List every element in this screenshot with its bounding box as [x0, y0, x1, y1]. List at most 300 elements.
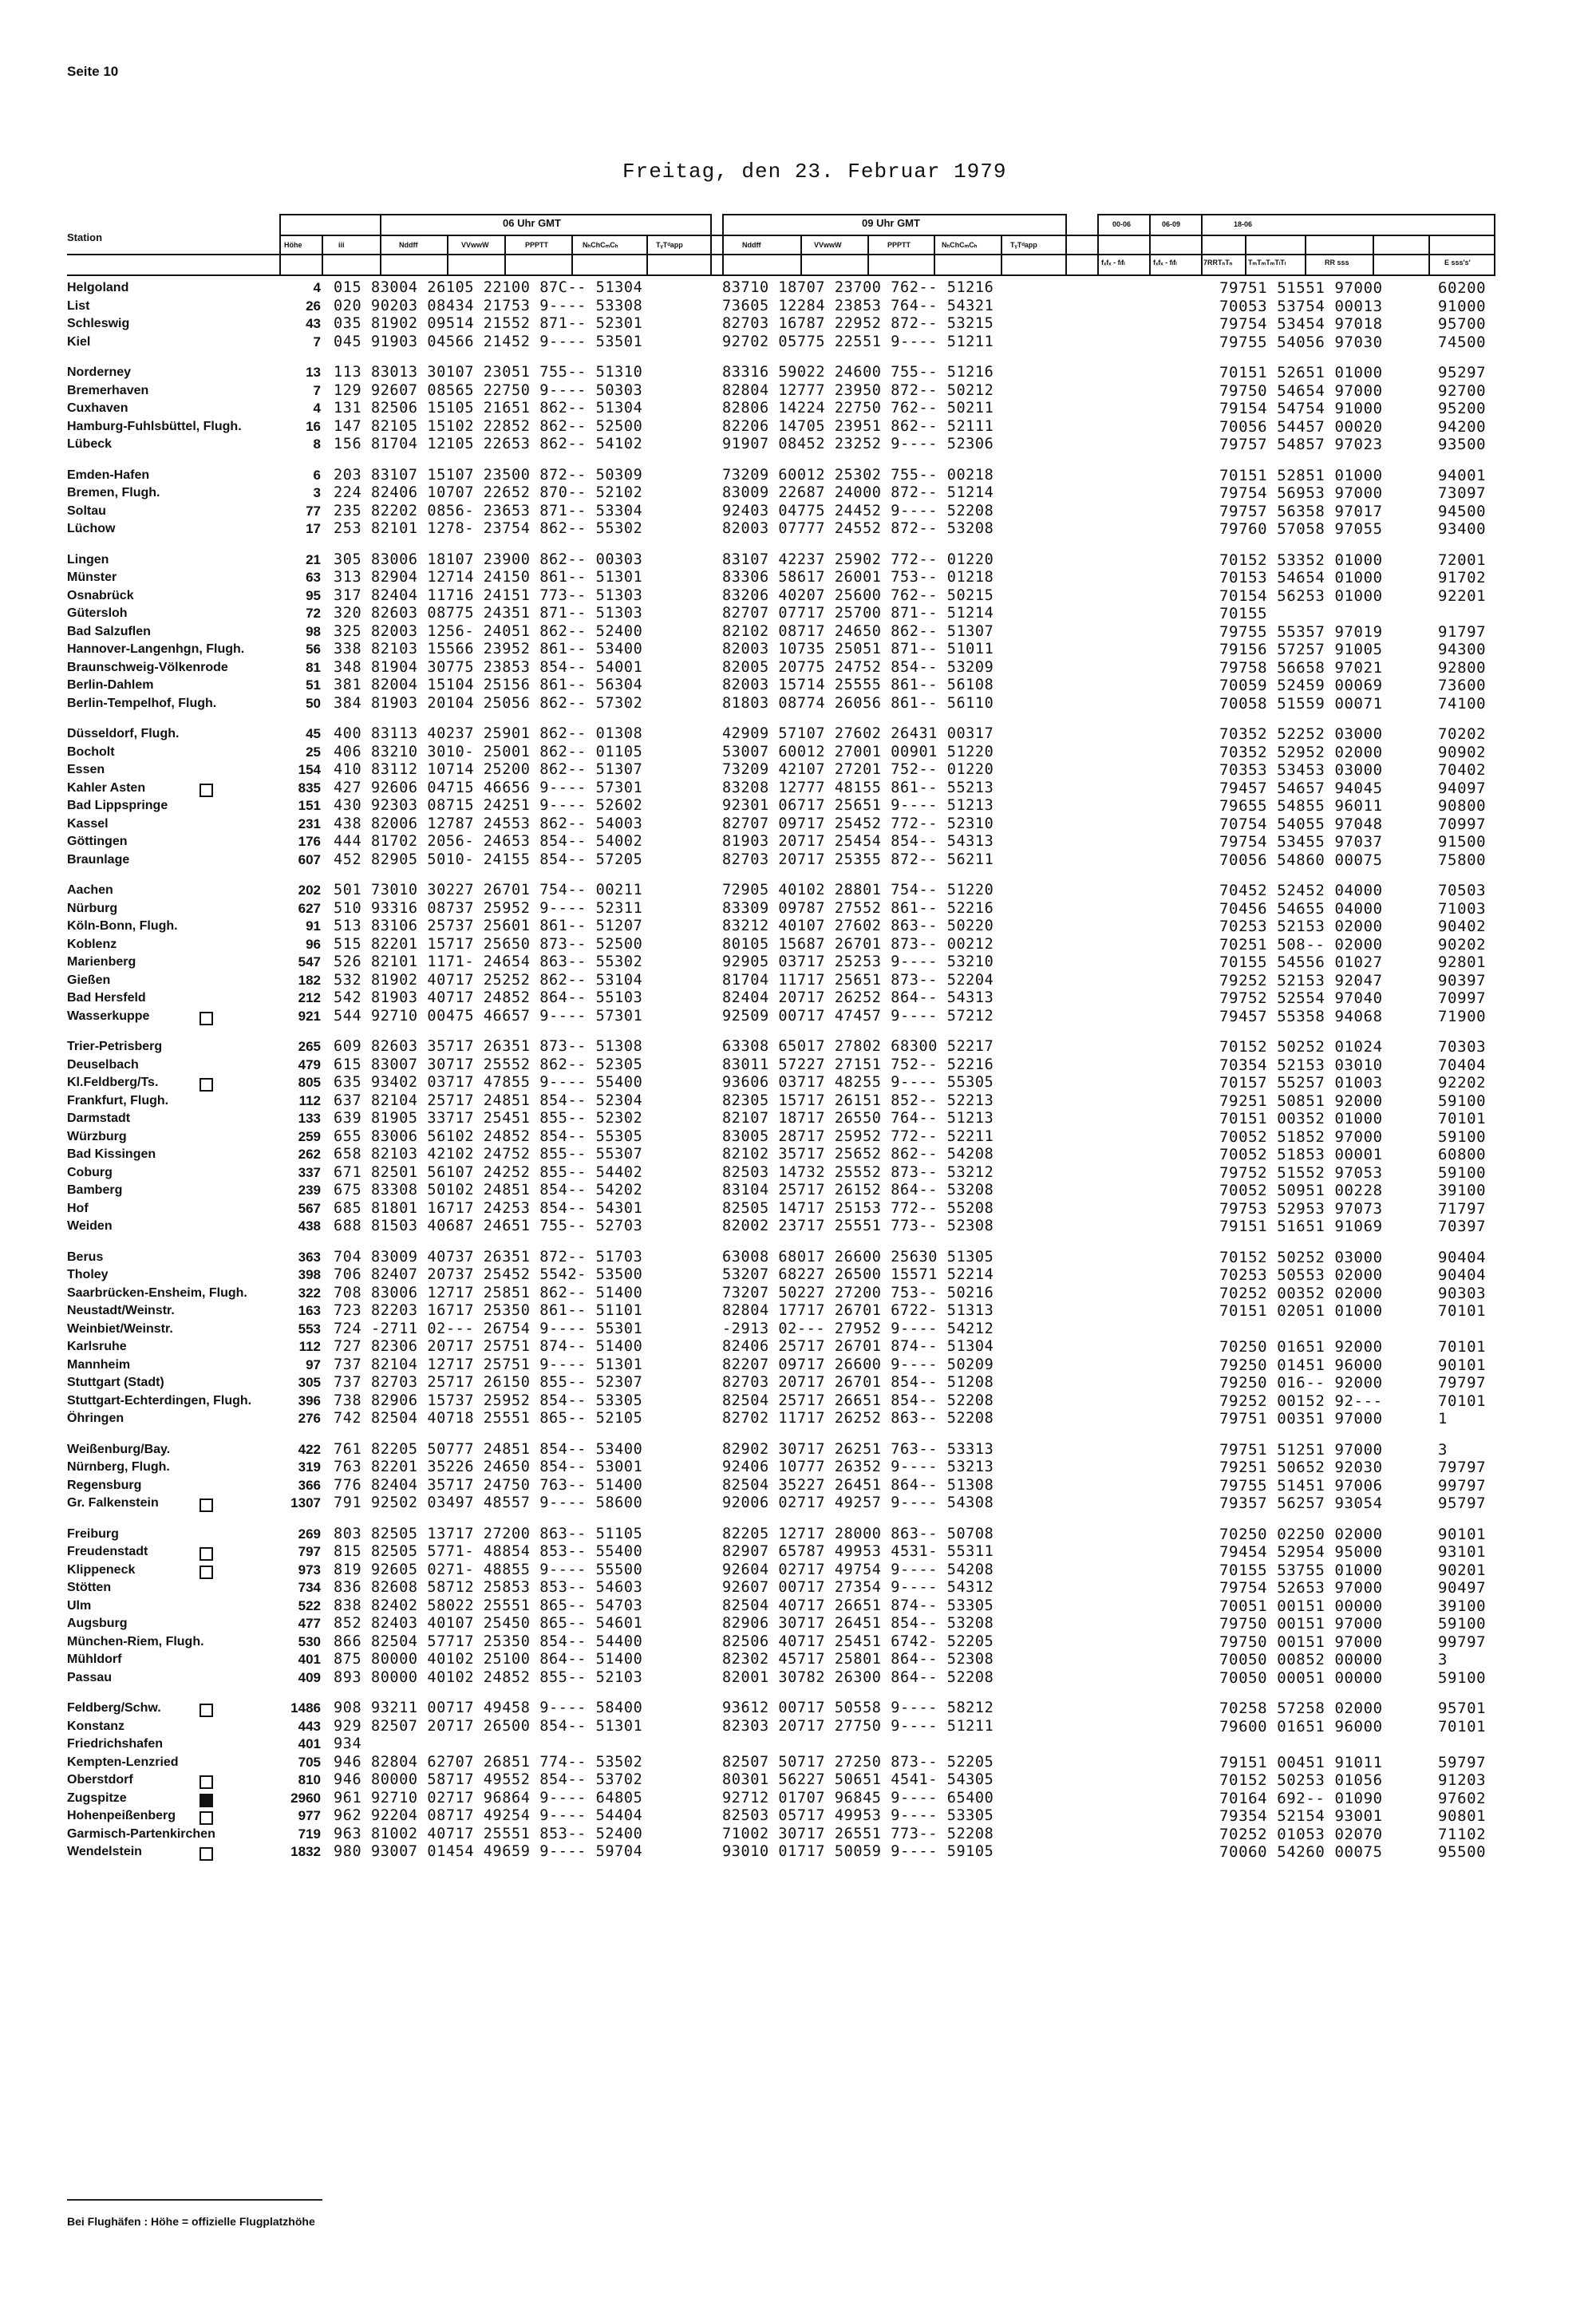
- station-name: Frankfurt, Flugh.: [67, 1093, 169, 1108]
- mountain-station-marker-icon: [200, 784, 213, 797]
- station-height: 239: [298, 1183, 321, 1198]
- obs-09-utc: 82001 30782 26300 864-- 52208: [722, 1668, 994, 1686]
- obs-09-utc: 82003 15714 25555 861-- 56108: [722, 677, 994, 693]
- obs-06-utc: 655 83006 56102 24852 854-- 55305: [334, 1127, 643, 1145]
- mountain-station-marker-icon: [200, 1566, 213, 1579]
- obs-06-utc: 742 82504 40718 25551 865-- 52105: [334, 1410, 643, 1427]
- table-row: [0, 1459, 1596, 1477]
- obs-06-utc: 045 91903 04566 21452 9---- 53501: [334, 333, 643, 350]
- table-row: [0, 279, 1596, 298]
- snow-group: 91500: [1438, 833, 1487, 851]
- table-row: [0, 334, 1596, 352]
- station-name: Braunschweig-Völkenrode: [67, 660, 228, 674]
- snow-group: 90397: [1438, 971, 1487, 989]
- station-name: Kiel: [67, 334, 91, 349]
- obs-18-06: 79751 51251 97000: [1219, 1440, 1383, 1459]
- station-height: 91: [306, 918, 321, 934]
- col-06-nddff: Nddff: [399, 241, 418, 249]
- table-row: [0, 1579, 1596, 1597]
- obs-18-06: 79751 51551 97000: [1219, 279, 1383, 297]
- table-row: [0, 1826, 1596, 1844]
- obs-06-utc: 791 92502 03497 48557 9---- 58600: [334, 1494, 643, 1511]
- snow-group: 3: [1438, 1651, 1448, 1668]
- snow-group: 94300: [1438, 641, 1487, 658]
- station-name: Karlsruhe: [67, 1340, 127, 1353]
- obs-06-utc: 639 81905 33717 25451 855-- 52302: [334, 1110, 643, 1127]
- table-row: [0, 1146, 1596, 1164]
- station-name: Mannheim: [67, 1357, 131, 1372]
- obs-06-utc: 338 82103 15566 23952 861-- 53400: [334, 641, 643, 657]
- station-height: 1307: [290, 1495, 321, 1510]
- station-name: Stuttgart-Echterdingen, Flugh.: [67, 1393, 252, 1408]
- snow-group: 93101: [1438, 1543, 1487, 1561]
- station-name: Lübeck: [67, 437, 113, 451]
- obs-09-utc: 83710 18707 23700 762-- 51216: [722, 279, 994, 296]
- table-header: [0, 214, 1596, 278]
- obs-09-utc: 73209 42107 27201 752-- 01220: [722, 761, 994, 778]
- table-row: [0, 1597, 1596, 1616]
- station-height: 3: [313, 485, 321, 500]
- snow-group: 90800: [1438, 797, 1487, 815]
- station-group: [0, 279, 1596, 351]
- obs-18-06: 70250 01651 92000: [1219, 1338, 1383, 1356]
- snow-group: 99797: [1438, 1476, 1487, 1494]
- table-row: [0, 815, 1596, 834]
- obs-06-utc: 113 83013 30107 23051 755-- 51310: [334, 364, 643, 381]
- station-height: 4: [313, 280, 321, 295]
- station-name: Göttingen: [67, 835, 128, 848]
- snow-group: 90402: [1438, 918, 1487, 935]
- obs-06-utc: 532 81902 40717 25252 862-- 53104: [334, 971, 643, 989]
- table-row: [0, 520, 1596, 539]
- station-name: Wendelstein: [67, 1845, 142, 1858]
- snow-group: 70997: [1438, 989, 1487, 1007]
- obs-09-utc: 81704 11717 25651 873-- 52204: [722, 971, 994, 989]
- station-group: [0, 1526, 1596, 1688]
- obs-18-06: 79357 56257 93054: [1219, 1494, 1383, 1512]
- snow-group: 90801: [1438, 1807, 1487, 1825]
- obs-18-06: 70252 00352 02000: [1219, 1284, 1383, 1302]
- obs-09-utc: 80105 15687 26701 873-- 00212: [722, 935, 994, 953]
- group-09-header: 09 Uhr GMT: [862, 217, 920, 229]
- station-height: 396: [298, 1392, 321, 1408]
- obs-09-utc: 42909 57107 27602 26431 00317: [722, 725, 994, 742]
- obs-18-06: 70152 53352 01000: [1219, 551, 1383, 569]
- snow-group: 71102: [1438, 1825, 1487, 1843]
- snow-group: 95200: [1438, 400, 1487, 417]
- station-height: 2960: [290, 1790, 321, 1806]
- station-group: [0, 1700, 1596, 1862]
- obs-06-utc: 819 92605 0271- 48855 9---- 55500: [334, 1561, 643, 1578]
- mountain-station-marker-icon: [200, 1078, 213, 1092]
- station-name: Konstanz: [67, 1719, 124, 1733]
- snow-group: 39100: [1438, 1597, 1487, 1615]
- obs-09-utc: 92604 02717 49754 9---- 54208: [722, 1561, 994, 1578]
- table-row: [0, 1038, 1596, 1056]
- table-row: [0, 744, 1596, 762]
- obs-06-utc: 510 93316 08737 25952 9---- 52311: [334, 899, 643, 917]
- table-row: [0, 918, 1596, 936]
- obs-09-utc: 82506 40717 25451 6742- 52205: [722, 1633, 994, 1650]
- station-name: Hannover-Langenhgn, Flugh.: [67, 642, 245, 656]
- obs-09-utc: 82305 15717 26151 852-- 52213: [722, 1092, 994, 1109]
- table-row: [0, 1718, 1596, 1736]
- obs-06-utc: 963 81002 40717 25551 853-- 52400: [334, 1825, 643, 1842]
- obs-18-06: 79754 53454 97018: [1219, 315, 1383, 333]
- obs-09-utc: 83316 59022 24600 755-- 51216: [722, 364, 994, 381]
- snow-group: 94500: [1438, 502, 1487, 520]
- table-row: [0, 400, 1596, 418]
- snow-group: 59797: [1438, 1753, 1487, 1771]
- obs-06-utc: 929 82507 20717 26500 854-- 51301: [334, 1717, 643, 1735]
- obs-09-utc: 83009 22687 24000 872-- 51214: [722, 484, 994, 501]
- obs-06-utc: 410 83112 10714 25200 862-- 51307: [334, 761, 643, 778]
- table-row: [0, 1651, 1596, 1669]
- obs-18-06: 79760 57058 97055: [1219, 520, 1383, 538]
- obs-18-06: 70060 54260 00075: [1219, 1843, 1383, 1861]
- obs-06-utc: 348 81904 30775 23853 854-- 54001: [334, 658, 643, 676]
- station-height: 8: [313, 436, 321, 452]
- station-name: Köln-Bonn, Flugh.: [67, 919, 178, 933]
- station-name: Aachen: [67, 883, 113, 897]
- station-name: Zugspitze: [67, 1791, 127, 1805]
- station-height: 212: [298, 990, 321, 1005]
- table-row: [0, 1074, 1596, 1092]
- obs-18-06: 79751 00351 97000: [1219, 1410, 1383, 1427]
- snow-group: 60200: [1438, 279, 1487, 297]
- snow-group: 70402: [1438, 761, 1487, 779]
- obs-06-utc: 147 82105 15102 22852 862-- 52500: [334, 417, 643, 435]
- obs-06-utc: 761 82205 50777 24851 854-- 53400: [334, 1440, 643, 1458]
- obs-18-06: 70051 00151 00000: [1219, 1597, 1383, 1615]
- station-height: 810: [298, 1772, 321, 1787]
- station-height: 627: [298, 900, 321, 916]
- station-height: 265: [298, 1039, 321, 1054]
- table-row: [0, 569, 1596, 587]
- obs-06-utc: 526 82101 1171- 24654 863-- 55302: [334, 954, 643, 970]
- obs-09-utc: 82404 20717 26252 864-- 54313: [722, 989, 994, 1006]
- station-height: 112: [298, 1339, 321, 1354]
- station-height: 77: [306, 503, 321, 519]
- col-06-vvwww: VVwwW: [461, 241, 489, 249]
- snow-group: 90902: [1438, 743, 1487, 761]
- footnote: Bei Flughäfen : Höhe = offizielle Flugplatzhöhe: [67, 2215, 315, 2228]
- station-height: 154: [298, 762, 321, 777]
- obs-06-utc: 406 83210 3010- 25001 862-- 01105: [334, 743, 643, 760]
- snow-group: 90303: [1438, 1284, 1487, 1302]
- station-name: München-Riem, Flugh.: [67, 1634, 204, 1648]
- station-height: 7: [313, 334, 321, 349]
- col-09-ppptt: PPPTT: [887, 241, 911, 249]
- obs-09-utc: 91907 08452 23252 9---- 52306: [722, 436, 994, 452]
- obs-18-06: 79251 50652 92030: [1219, 1459, 1383, 1476]
- table-row: [0, 1110, 1596, 1128]
- obs-06-utc: 544 92710 00475 46657 9---- 57301: [334, 1007, 643, 1025]
- period-18-06: 18-06: [1234, 220, 1253, 228]
- obs-18-06: 70052 51852 97000: [1219, 1127, 1383, 1146]
- table-row: [0, 1338, 1596, 1356]
- obs-18-06: 79151 51651 91069: [1219, 1218, 1383, 1235]
- table-row: [0, 1164, 1596, 1183]
- obs-06-utc: 615 83007 30717 25552 862-- 52305: [334, 1056, 643, 1073]
- obs-18-06: 79151 00451 91011: [1219, 1753, 1383, 1771]
- station-height: 805: [298, 1075, 321, 1090]
- station-group: [0, 551, 1596, 713]
- table-row: [0, 298, 1596, 316]
- table-row: [0, 1128, 1596, 1147]
- table-row: [0, 503, 1596, 521]
- obs-18-06: 70258 57258 02000: [1219, 1700, 1383, 1717]
- obs-18-06: 79754 56953 97000: [1219, 484, 1383, 502]
- station-group: [0, 1038, 1596, 1236]
- obs-18-06: 70754 54055 97048: [1219, 815, 1383, 833]
- mountain-station-marker-icon: [200, 1012, 213, 1025]
- station-name: Koblenz: [67, 937, 117, 951]
- obs-18-06: 70164 692-- 01090: [1219, 1789, 1383, 1807]
- station-height: 72: [306, 606, 321, 621]
- obs-09-utc: 82902 30717 26251 763-- 53313: [722, 1440, 994, 1458]
- obs-09-utc: 82003 10735 25051 871-- 51011: [722, 641, 994, 657]
- rrt-header: 7RRTₙTₙ: [1203, 259, 1233, 267]
- obs-09-utc: -2913 02--- 27952 9---- 54212: [722, 1320, 994, 1337]
- obs-06-utc: 015 83004 26105 22100 87C-- 51304: [334, 279, 643, 296]
- col-09-temp: TᵧTᵈapp: [1010, 241, 1037, 249]
- obs-18-06: 70155 54556 01027: [1219, 954, 1383, 971]
- obs-09-utc: 82302 45717 25801 864-- 52308: [722, 1651, 994, 1668]
- snow-group: 70997: [1438, 815, 1487, 833]
- obs-18-06: 79251 50851 92000: [1219, 1092, 1383, 1110]
- table-row: [0, 1302, 1596, 1321]
- snow-group: 71900: [1438, 1007, 1487, 1025]
- obs-09-utc: 82507 50717 27250 873-- 52205: [722, 1753, 994, 1771]
- obs-09-utc: 53007 60012 27001 00901 51220: [722, 743, 994, 760]
- station-height: 97: [306, 1356, 321, 1372]
- obs-06-utc: 776 82404 35717 24750 763-- 51400: [334, 1476, 643, 1494]
- obs-09-utc: 82003 07777 24552 872-- 53208: [722, 520, 994, 537]
- station-height: 319: [298, 1459, 321, 1475]
- station-height: 398: [298, 1267, 321, 1282]
- obs-06-utc: 685 81801 16717 24253 854-- 54301: [334, 1199, 643, 1217]
- obs-09-utc: 63308 65017 27802 68300 52217: [722, 1038, 994, 1055]
- station-name: Saarbrücken-Ensheim, Flugh.: [67, 1285, 247, 1300]
- snow-group: 74500: [1438, 333, 1487, 351]
- snow-group: 70404: [1438, 1056, 1487, 1074]
- obs-09-utc: 92406 10777 26352 9---- 53213: [722, 1459, 994, 1475]
- obs-18-06: 70253 50553 02000: [1219, 1266, 1383, 1284]
- table-row: [0, 1494, 1596, 1513]
- obs-06-utc: 763 82201 35226 24650 854-- 53001: [334, 1459, 643, 1475]
- table-row: [0, 1356, 1596, 1375]
- obs-09-utc: 82703 16787 22952 872-- 53215: [722, 315, 994, 332]
- station-name: Bocholt: [67, 744, 115, 759]
- page-number: Seite 10: [67, 64, 119, 79]
- obs-06-utc: 325 82003 1256- 24051 862-- 52400: [334, 622, 643, 640]
- obs-09-utc: 92006 02717 49257 9---- 54308: [722, 1494, 994, 1511]
- obs-09-utc: 82906 30717 26451 854-- 53208: [722, 1615, 994, 1632]
- group-06-header: 06 Uhr GMT: [503, 217, 561, 229]
- station-height: 530: [298, 1633, 321, 1649]
- obs-06-utc: 253 82101 1278- 23754 862-- 55302: [334, 520, 643, 537]
- table-row: [0, 1615, 1596, 1633]
- obs-09-utc: 82806 14224 22750 762-- 50211: [722, 400, 994, 417]
- station-name: Norderney: [67, 365, 132, 379]
- obs-06-utc: 224 82406 10707 22652 870-- 52102: [334, 484, 643, 501]
- table-row: [0, 1807, 1596, 1826]
- table-row: [0, 1477, 1596, 1495]
- snow-group: 79797: [1438, 1459, 1487, 1476]
- station-height: 921: [298, 1008, 321, 1024]
- table-row: [0, 1771, 1596, 1790]
- station-name: Berlin-Tempelhof, Flugh.: [67, 696, 217, 710]
- obs-09-utc: 83005 28717 25952 772-- 52211: [722, 1127, 994, 1145]
- snow-group: 74100: [1438, 694, 1487, 713]
- obs-09-utc: 81803 08774 26056 861-- 56110: [722, 694, 994, 712]
- station-name: Coburg: [67, 1165, 113, 1179]
- station-name: Stötten: [67, 1581, 112, 1594]
- snow-group: 90404: [1438, 1266, 1487, 1284]
- table-row: [0, 833, 1596, 851]
- station-height: 973: [298, 1562, 321, 1577]
- obs-09-utc: 82005 20775 24752 854-- 53209: [722, 658, 994, 676]
- obs-09-utc: 93612 00717 50558 9---- 58212: [722, 1700, 994, 1716]
- station-name: Neustadt/Weinstr.: [67, 1304, 175, 1317]
- obs-18-06: 70151 52651 01000: [1219, 364, 1383, 381]
- obs-06-utc: 542 81903 40717 24852 864-- 55103: [334, 989, 643, 1006]
- snow-group: 70101: [1438, 1302, 1487, 1320]
- obs-18-06: 70155: [1219, 605, 1268, 622]
- station-name: Bremerhaven: [67, 383, 149, 397]
- table-row: [0, 1700, 1596, 1718]
- station-name: Emden-Hafen: [67, 468, 150, 482]
- obs-06-utc: 961 92710 02717 96864 9---- 64805: [334, 1789, 643, 1806]
- station-height: 835: [298, 780, 321, 796]
- gust-00-header: fₓfₓ - fₗfₗ: [1101, 259, 1125, 267]
- obs-09-utc: 72905 40102 28801 754-- 51220: [722, 882, 994, 898]
- table-row: [0, 1056, 1596, 1075]
- obs-09-utc: 82503 14732 25552 873-- 53212: [722, 1163, 994, 1181]
- table-row: [0, 1374, 1596, 1392]
- station-name: Gießen: [67, 973, 111, 987]
- obs-18-06: 70157 55257 01003: [1219, 1074, 1383, 1092]
- obs-18-06: 70151 02051 01000: [1219, 1302, 1383, 1320]
- obs-06-utc: 020 90203 08434 21753 9---- 53308: [334, 297, 643, 314]
- snow-group: 91797: [1438, 622, 1487, 641]
- snow-group: 3: [1438, 1440, 1448, 1459]
- station-name: Lüchow: [67, 522, 116, 535]
- station-name: Cuxhaven: [67, 401, 128, 415]
- table-row: [0, 1441, 1596, 1459]
- table-row: [0, 1321, 1596, 1339]
- obs-09-utc: 82707 07717 25700 871-- 51214: [722, 605, 994, 622]
- station-height: 151: [298, 798, 321, 813]
- station-name: Kl.Feldberg/Ts.: [67, 1076, 159, 1089]
- station-name: Würzburg: [67, 1129, 127, 1143]
- station-group: [0, 1249, 1596, 1428]
- obs-06-utc: 317 82404 11716 24151 773-- 51303: [334, 586, 643, 604]
- obs-09-utc: 83306 58617 26001 753-- 01218: [722, 569, 994, 586]
- snow-group: 90101: [1438, 1356, 1487, 1374]
- snow-group: 79797: [1438, 1374, 1487, 1392]
- obs-09-utc: 73209 60012 25302 755-- 00218: [722, 466, 994, 484]
- obs-09-utc: 81903 20717 25454 854-- 54313: [722, 833, 994, 850]
- station-name: Garmisch-Partenkirchen: [67, 1826, 215, 1841]
- station-height: 13: [306, 365, 321, 380]
- obs-18-06: 79755 51451 97006: [1219, 1476, 1383, 1494]
- table-row: [0, 1392, 1596, 1411]
- obs-09-utc: 82205 12717 28000 863-- 50708: [722, 1525, 994, 1542]
- station-group: [0, 882, 1596, 1025]
- station-name: Feldberg/Schw.: [67, 1701, 161, 1715]
- mountain-station-marker-icon: [200, 1811, 213, 1825]
- table-row: [0, 551, 1596, 570]
- station-height: 322: [298, 1285, 321, 1301]
- obs-18-06: 79354 52154 93001: [1219, 1807, 1383, 1825]
- obs-09-utc: 83107 42237 25902 772-- 01220: [722, 551, 994, 568]
- table-row: [0, 1562, 1596, 1580]
- obs-18-06: 79757 54857 97023: [1219, 436, 1383, 453]
- station-height: 522: [298, 1597, 321, 1613]
- mountain-station-marker-icon: [200, 1847, 213, 1861]
- table-row: [0, 1285, 1596, 1303]
- obs-18-06: 70250 02250 02000: [1219, 1525, 1383, 1543]
- station-group: [0, 364, 1596, 454]
- obs-18-06: 79252 52153 92047: [1219, 971, 1383, 989]
- obs-06-utc: 704 83009 40737 26351 872-- 51703: [334, 1248, 643, 1265]
- obs-09-utc: 92905 03717 25253 9---- 53210: [722, 954, 994, 970]
- obs-06-utc: 727 82306 20717 25751 874-- 51400: [334, 1338, 643, 1355]
- obs-09-utc: 82303 20717 27750 9---- 51211: [722, 1717, 994, 1735]
- obs-18-06: 70352 52252 03000: [1219, 725, 1383, 743]
- obs-18-06: 79754 52653 97000: [1219, 1579, 1383, 1597]
- snow-group: 91702: [1438, 569, 1487, 586]
- table-row: [0, 1410, 1596, 1428]
- station-height: 25: [306, 744, 321, 760]
- obs-06-utc: 962 92204 08717 49254 9---- 54404: [334, 1807, 643, 1824]
- station-name: Lingen: [67, 552, 109, 567]
- obs-09-utc: 80301 56227 50651 4541- 54305: [722, 1771, 994, 1788]
- station-height: 163: [298, 1303, 321, 1318]
- obs-18-06: 79750 00151 97000: [1219, 1615, 1383, 1633]
- obs-06-utc: 156 81704 12105 22653 862-- 54102: [334, 436, 643, 452]
- station-name: Hohenpeißenberg: [67, 1809, 176, 1822]
- obs-06-utc: 203 83107 15107 23500 872-- 50309: [334, 466, 643, 484]
- obs-18-06: 79753 52953 97073: [1219, 1199, 1383, 1218]
- station-name: Passau: [67, 1670, 113, 1684]
- station-height: 366: [298, 1477, 321, 1493]
- obs-09-utc: 92509 00717 47457 9---- 57212: [722, 1007, 994, 1025]
- station-name: Freiburg: [67, 1526, 119, 1541]
- station-name: Friedrichshafen: [67, 1737, 164, 1751]
- obs-09-utc: 82907 65787 49953 4531- 55311: [722, 1543, 994, 1560]
- station-name: Kahler Asten: [67, 780, 146, 795]
- snow-group: 90201: [1438, 1561, 1487, 1579]
- obs-18-06: 70452 52452 04000: [1219, 882, 1383, 899]
- mountain-station-marker-icon: [200, 1794, 213, 1807]
- station-name: Münster: [67, 571, 117, 584]
- obs-09-utc: 82703 20717 25355 872-- 56211: [722, 851, 994, 868]
- station-height: 607: [298, 851, 321, 867]
- obs-06-utc: 131 82506 15105 21651 862-- 51304: [334, 400, 643, 417]
- station-name: List: [67, 298, 90, 313]
- station-name: Nürnberg, Flugh.: [67, 1460, 170, 1474]
- obs-18-06: 79252 00152 92---: [1219, 1392, 1383, 1410]
- snow-group: 1: [1438, 1410, 1448, 1427]
- iii-header: iii: [338, 241, 345, 249]
- obs-18-06: 79755 54056 97030: [1219, 333, 1383, 351]
- table-row: [0, 1218, 1596, 1236]
- table-row: [0, 972, 1596, 990]
- snow-group: 70397: [1438, 1218, 1487, 1235]
